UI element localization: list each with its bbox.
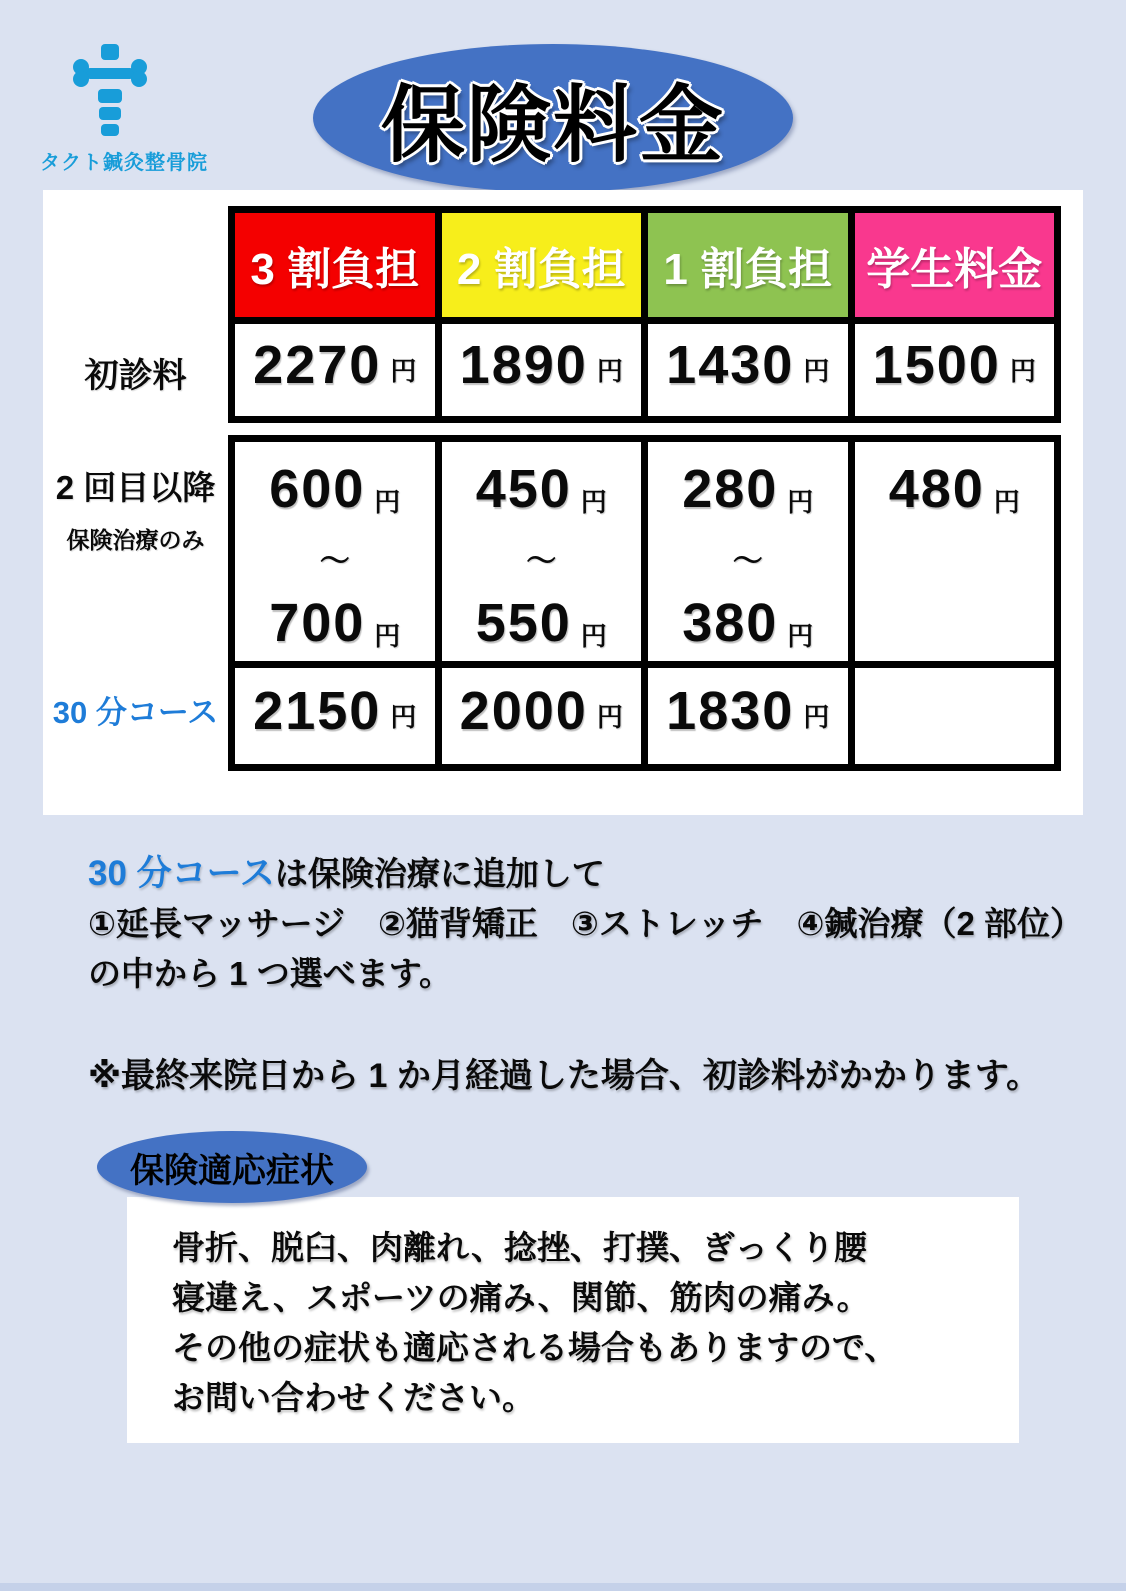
price-card [43,190,1083,815]
price-table-upper [228,206,1061,423]
course-option-note [88,849,1083,999]
yen-unit: 円 [803,355,830,386]
yen-unit: 円 [803,701,830,732]
row-label-repeat-visit: 2 回目以降 [55,469,216,506]
column-header-10-percent [648,213,848,317]
price-first-visit-20pct: 1890 円 [442,324,642,416]
page-title: 保険料金 [380,77,725,172]
symptoms-line: お問い合わせください。 [172,1379,535,1416]
yen-unit: 円 [580,487,607,517]
course-highlight: 30 分コース [88,854,275,893]
price-table-lower [228,435,1061,771]
column-header-student [855,213,1055,317]
symptoms-badge-label: 保険適応症状 [130,1151,334,1190]
yen-unit: 円 [374,621,401,651]
range-tilde: 〜 [319,545,350,578]
symptoms-line: 寝違え、スポーツの痛み、関節、筋肉の痛み。 [172,1279,870,1316]
bone-spine-icon [70,42,150,142]
course-note-line1: 30 分コースは保険治療に追加して [88,854,605,893]
price-course30-10pct: 1830 円 [648,668,848,764]
yen-unit: 円 [580,621,607,651]
yen-unit: 円 [596,355,623,386]
yen-unit: 円 [787,487,814,517]
yen-unit: 円 [374,487,401,517]
price-course30-20pct: 2000 円 [442,668,642,764]
range-tilde: 〜 [526,545,557,578]
column-header-label: 2 割負担 [456,245,626,294]
row-label-first-visit: 初診料 [84,357,187,395]
price-repeat-20pct: 450 円 〜 550 円 [442,442,642,661]
column-header-label: 1 割負担 [663,245,833,294]
column-header-label: 3 割負担 [250,245,420,294]
yen-unit: 円 [390,701,417,732]
column-header-30-percent [235,213,435,317]
yen-unit: 円 [1009,355,1036,386]
yen-unit: 円 [596,701,623,732]
footer-accent-bar [0,1583,1126,1591]
price-course30-student-empty [855,668,1055,764]
clinic-name: タクト鍼灸整骨院 [40,152,208,174]
symptoms-badge-ellipse [97,1131,367,1203]
price-course30-30pct: 2150 円 [235,668,435,764]
yen-unit: 円 [993,487,1020,517]
row-label-repeat-visit-sub: 保険治療のみ [66,527,205,553]
symptoms-line: その他の症状も適応される場合もありますので、 [172,1329,898,1366]
column-header-20-percent [442,213,642,317]
title-ellipse [313,44,793,192]
symptoms-line: 骨折、脱臼、肉離れ、捻挫、打撲、ぎっくり腰 [172,1229,867,1266]
symptoms-box [127,1197,1019,1443]
price-first-visit-10pct: 1430 円 [648,324,848,416]
course-note-line2: ①延長マッサージ ②猫背矯正 ③ストレッチ ④鍼治療（2 部位） [88,905,1083,942]
yen-unit: 円 [787,621,814,651]
first-visit-reset-note: ※最終来院日から 1 か月経過した場合、初診料がかかります。 [88,1057,1041,1095]
yen-unit: 円 [390,355,417,386]
price-first-visit-30pct: 2270 円 [235,324,435,416]
price-repeat-30pct: 600 円 〜 700 円 [235,442,435,661]
price-first-visit-student: 1500 円 [855,324,1055,416]
price-repeat-student: 480 円 [855,442,1055,661]
column-header-label: 学生料金 [866,245,1043,294]
range-tilde: 〜 [732,545,763,578]
price-repeat-10pct: 280 円 〜 380 円 [648,442,848,661]
course-note-line3: の中から 1 つ選べます。 [88,955,453,992]
row-label-30min-course: 30 分コース [52,695,219,730]
